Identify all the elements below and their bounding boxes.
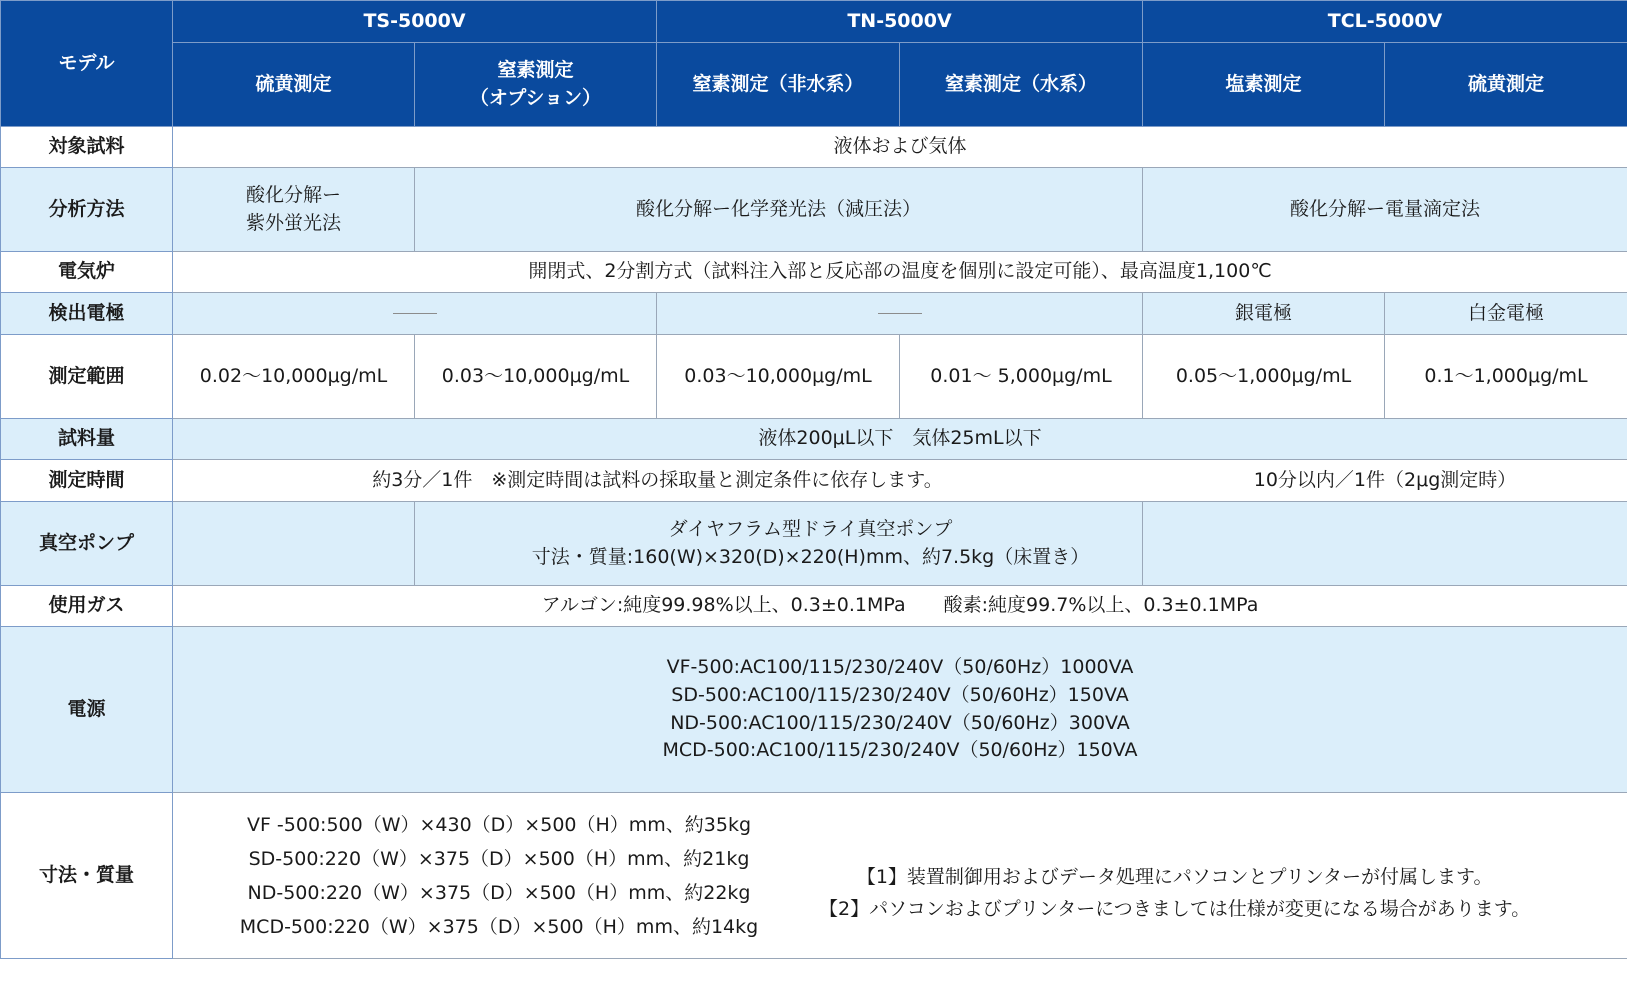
row-label-dimensions: 寸法・質量 <box>1 793 173 959</box>
range-ts-nitrogen: 0.03～10,000μg/mL <box>415 335 657 419</box>
row-measure-time <box>1 460 1627 502</box>
subheader-ts-nitrogen-option: 窒素測定 （オプション） <box>415 43 657 127</box>
dimensions-value <box>173 793 1627 959</box>
power-line: SD-500:AC100/115/230/240V（50/60Hz）150VA <box>671 683 1129 706</box>
row-label-sample-volume: 試料量 <box>1 419 173 460</box>
vacuum-pump-tcl-empty <box>1143 502 1627 586</box>
dash-line <box>878 313 922 314</box>
row-label-range: 測定範囲 <box>1 335 173 419</box>
row-sample-volume <box>1 419 1627 460</box>
row-label-power: 電源 <box>1 627 173 793</box>
footnote-2: 【2】パソコンおよびプリンターにつきましては仕様が変更になる場合があります。 <box>819 897 1531 920</box>
power-line: MCD-500:AC100/115/230/240V（50/60Hz）150VA <box>662 739 1138 762</box>
footnotes <box>819 827 1530 925</box>
range-tn-nonaqueous: 0.03～10,000μg/mL <box>657 335 900 419</box>
row-analysis-method <box>1 168 1627 252</box>
target-sample-value: 液体および気体 <box>173 127 1627 168</box>
row-target-sample <box>1 127 1627 168</box>
row-dimensions <box>1 793 1627 959</box>
vacuum-pump-ts-empty <box>173 502 415 586</box>
range-tcl-sulfur: 0.1～1,000μg/mL <box>1385 335 1627 419</box>
dimension-line: MCD-500:220（W）×375（D）×500（H）mm、約14kg <box>239 915 759 938</box>
measure-time-ts-tn: 約3分／1件 ※測定時間は試料の採取量と測定条件に依存します。 <box>173 460 1143 502</box>
header-row-measurements <box>1 43 1627 127</box>
subheader-ts-sulfur: 硫黄測定 <box>173 43 415 127</box>
model-tcl-header: TCL-5000V <box>1143 1 1627 43</box>
sample-volume-value: 液体200μL以下 気体25mL以下 <box>173 419 1627 460</box>
row-label-analysis-method: 分析方法 <box>1 168 173 252</box>
subheader-tcl-chlorine: 塩素測定 <box>1143 43 1385 127</box>
dimension-line: ND-500:220（W）×375（D）×500（H）mm、約22kg <box>247 881 751 904</box>
row-electrode <box>1 293 1627 335</box>
header-row-models <box>1 1 1627 43</box>
electrode-tcl-sulfur: 白金電極 <box>1385 293 1627 335</box>
row-label-furnace: 電気炉 <box>1 252 173 293</box>
model-tn-header: TN-5000V <box>657 1 1143 43</box>
electrode-tn-none <box>657 293 1143 335</box>
power-line: VF-500:AC100/115/230/240V（50/60Hz）1000VA <box>666 656 1134 679</box>
model-ts-header: TS-5000V <box>173 1 657 43</box>
analysis-method-tcl: 酸化分解ー電量滴定法 <box>1143 168 1627 252</box>
electrode-tcl-chlorine: 銀電極 <box>1143 293 1385 335</box>
subheader-tcl-sulfur: 硫黄測定 <box>1385 43 1627 127</box>
vacuum-pump-value: ダイヤフラム型ドライ真空ポンプ 寸法・質量:160(W)×320(D)×220(H)mm、約7.5kg（床置き） <box>415 502 1143 586</box>
row-vacuum-pump <box>1 502 1627 586</box>
range-tn-aqueous: 0.01～ 5,000μg/mL <box>900 335 1143 419</box>
row-power <box>1 627 1627 793</box>
analysis-method-ts: 酸化分解ー 紫外蛍光法 <box>173 168 415 252</box>
row-label-gas: 使用ガス <box>1 586 173 627</box>
furnace-value: 開閉式、2分割方式（試料注入部と反応部の温度を個別に設定可能）、最高温度1,100℃ <box>173 252 1627 293</box>
range-ts-sulfur: 0.02～10,000μg/mL <box>173 335 415 419</box>
subheader-tn-aqueous: 窒素測定（水系） <box>900 43 1143 127</box>
measure-time-tcl: 10分以内／1件（2μg測定時） <box>1143 460 1627 502</box>
model-header-label: モデル <box>1 1 173 127</box>
row-furnace <box>1 252 1627 293</box>
dash-line <box>393 313 437 314</box>
power-line: ND-500:AC100/115/230/240V（50/60Hz）300VA <box>670 711 1130 734</box>
gas-value: アルゴン:純度99.98%以上、0.3±0.1MPa 酸素:純度99.7%以上、0.3±0.1MPa <box>173 586 1627 627</box>
electrode-ts-none <box>173 293 657 335</box>
subheader-tn-nonaqueous: 窒素測定（非水系） <box>657 43 900 127</box>
row-label-vacuum-pump: 真空ポンプ <box>1 502 173 586</box>
row-range <box>1 335 1627 419</box>
row-label-target-sample: 対象試料 <box>1 127 173 168</box>
power-value <box>173 627 1627 793</box>
row-label-electrode: 検出電極 <box>1 293 173 335</box>
footnote-1: 【1】装置制御用およびデータ処理にパソコンとプリンターが付属します。 <box>856 865 1493 888</box>
dimension-line: VF -500:500（W）×430（D）×500（H）mm、約35kg <box>246 813 752 836</box>
row-gas <box>1 586 1627 627</box>
dimensions-list <box>179 808 819 944</box>
analysis-method-tn: 酸化分解ー化学発光法（減圧法） <box>415 168 1143 252</box>
dimension-line: SD-500:220（W）×375（D）×500（H）mm、約21kg <box>248 847 750 870</box>
range-tcl-chlorine: 0.05～1,000μg/mL <box>1143 335 1385 419</box>
row-label-measure-time: 測定時間 <box>1 460 173 502</box>
